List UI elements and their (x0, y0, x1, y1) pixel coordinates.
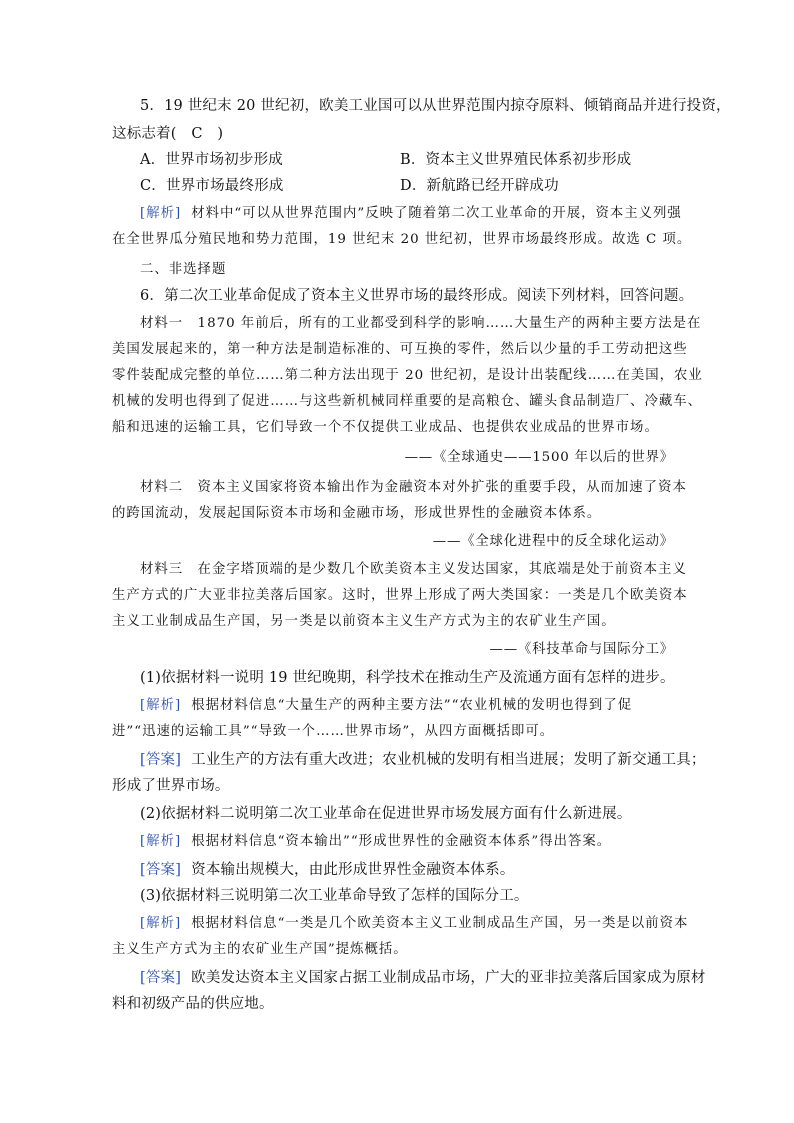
sub3-answer-line2: 料和初级产品的供应地。 (112, 996, 274, 1012)
q5-analysis-line2: 在全世界瓜分殖民地和势力范围，19 世纪末 20 世纪初，世界市场最终形成。故选 C 项。 (112, 232, 692, 247)
sub1-analysis-text: 根据材料信息“大量生产的两种主要方法”“农业机械的发明也得到了促 (191, 698, 633, 713)
subquestion-3: (3)依据材料三说明第二次工业革命导致了怎样的国际分工。 (140, 888, 529, 904)
material1-line4: 机械的发明也得到了促进……与这些新机械同样重要的是高粮仓、罐头食品制造厂、冷藏车、 (112, 394, 703, 409)
material1-line3: 零件装配成完整的单位……第二种方法出现于 20 世纪初，是设计出装配线……在美国，农业 (112, 368, 703, 383)
sub2-answer-text: 资本输出规模大，由此形成世界性金融资本体系。 (191, 862, 515, 878)
sub1-analysis-line2: 进”“迅速的运输工具”“导致一个……世界市场”，从四方面概括即可。 (112, 724, 555, 739)
q5-option-c: C．世界市场最终形成 (140, 178, 284, 194)
answer-tag: [答案] (140, 862, 182, 878)
section-title: 二、非选择题 (140, 262, 227, 277)
q5-analysis (140, 204, 682, 224)
sub3-answer-text: 欧美发达资本主义国家占据工业制成品市场，广大的亚非拉美落后国家成为原材 (191, 970, 706, 986)
sub2-answer (140, 860, 515, 880)
sub3-analysis-line2: 主义生产方式为主的农矿业生产国”提炼概括。 (112, 942, 408, 957)
sub1-answer (140, 750, 706, 770)
q5-option-d: D．新航路已经开辟成功 (400, 178, 559, 194)
material1-source: ——《全球通史——1500 年以后的世界》 (404, 450, 674, 465)
material1-line5: 船和迅速的运输工具，它们导致一个不仅提供工业成品、也提供农业成品的世界市场。 (112, 420, 659, 435)
material3-line2: 生产方式的广大亚非拉美落后国家。这时，世界上形成了两大类国家：一类是几个欧美资本 (112, 588, 688, 603)
sub3-analysis (140, 914, 688, 934)
sub3-answer (140, 968, 706, 988)
material3-source: ——《科技革命与国际分工》 (489, 642, 674, 657)
analysis-tag: [解析] (140, 834, 182, 849)
sub3-analysis-text: 根据材料信息“一类是几个欧美资本主义工业制成品生产国，另一类是以前资本 (191, 916, 689, 931)
q5-stem-line2: 这标志着( C ) (112, 126, 224, 142)
q5-stem-line1: 5．19 世纪末 20 世纪初，欧美工业国可以从世界范围内掠夺原料、倾销商品并进行投资， (140, 98, 731, 114)
material2-line2: 的跨国流动，发展起国际资本市场和金融市场，形成世界性的金融资本体系。 (112, 506, 602, 521)
answer-tag: [答案] (140, 970, 182, 986)
q5-option-a: A．世界市场初步形成 (140, 152, 283, 168)
answer-tag: [答案] (140, 752, 182, 768)
analysis-tag: [解析] (140, 698, 182, 713)
material2-source: ——《全球化进程中的反全球化运动》 (432, 534, 674, 549)
analysis-tag: [解析] (140, 916, 182, 931)
material1-line1: 材料一 1870 年前后，所有的工业都受到科学的影响……大量生产的两种主要方法是在 (140, 316, 702, 331)
q5-analysis-text: 材料中“可以从世界范围内”反映了随着第二次工业革命的开展，资本主义列强 (191, 206, 682, 221)
sub1-answer-text: 工业生产的方法有重大改进；农业机械的发明有相当进展；发明了新交通工具； (191, 752, 706, 768)
q6-stem: 6．第二次工业革命促成了资本主义世界市场的最终形成。阅读下列材料，回答问题。 (140, 288, 694, 304)
sub1-analysis (140, 696, 632, 716)
subquestion-2: (2)依据材料二说明第二次工业革命在促进世界市场发展方面有什么新进展。 (140, 806, 632, 822)
material3-line3: 主义工业制成品生产国，另一类是以前资本主义生产方式为主的农矿业生产国。 (112, 614, 616, 629)
material1-line2: 美国发展起来的，第一种方法是制造标准的、可互换的零件，然后以少量的手工劳动把这些 (112, 342, 688, 357)
q5-option-b: B．资本主义世界殖民体系初步形成 (400, 152, 632, 168)
sub1-answer-line2: 形成了世界市场。 (112, 778, 230, 794)
material2-line1: 材料二 资本主义国家将资本输出作为金融资本对外扩张的重要手段，从而加速了资本 (140, 480, 687, 495)
sub2-analysis (140, 832, 611, 852)
material3-line1: 材料三 在金字塔顶端的是少数几个欧美资本主义发达国家，其底端是处于前资本主义 (140, 562, 687, 577)
sub2-analysis-text: 根据材料信息“资本输出”“形成世界性的金融资本体系”得出答案。 (191, 834, 612, 849)
analysis-tag: [解析] (140, 206, 182, 221)
subquestion-1: (1)依据材料一说明 19 世纪晚期，科学技术在推动生产及流通方面有怎样的进步。 (140, 670, 675, 686)
